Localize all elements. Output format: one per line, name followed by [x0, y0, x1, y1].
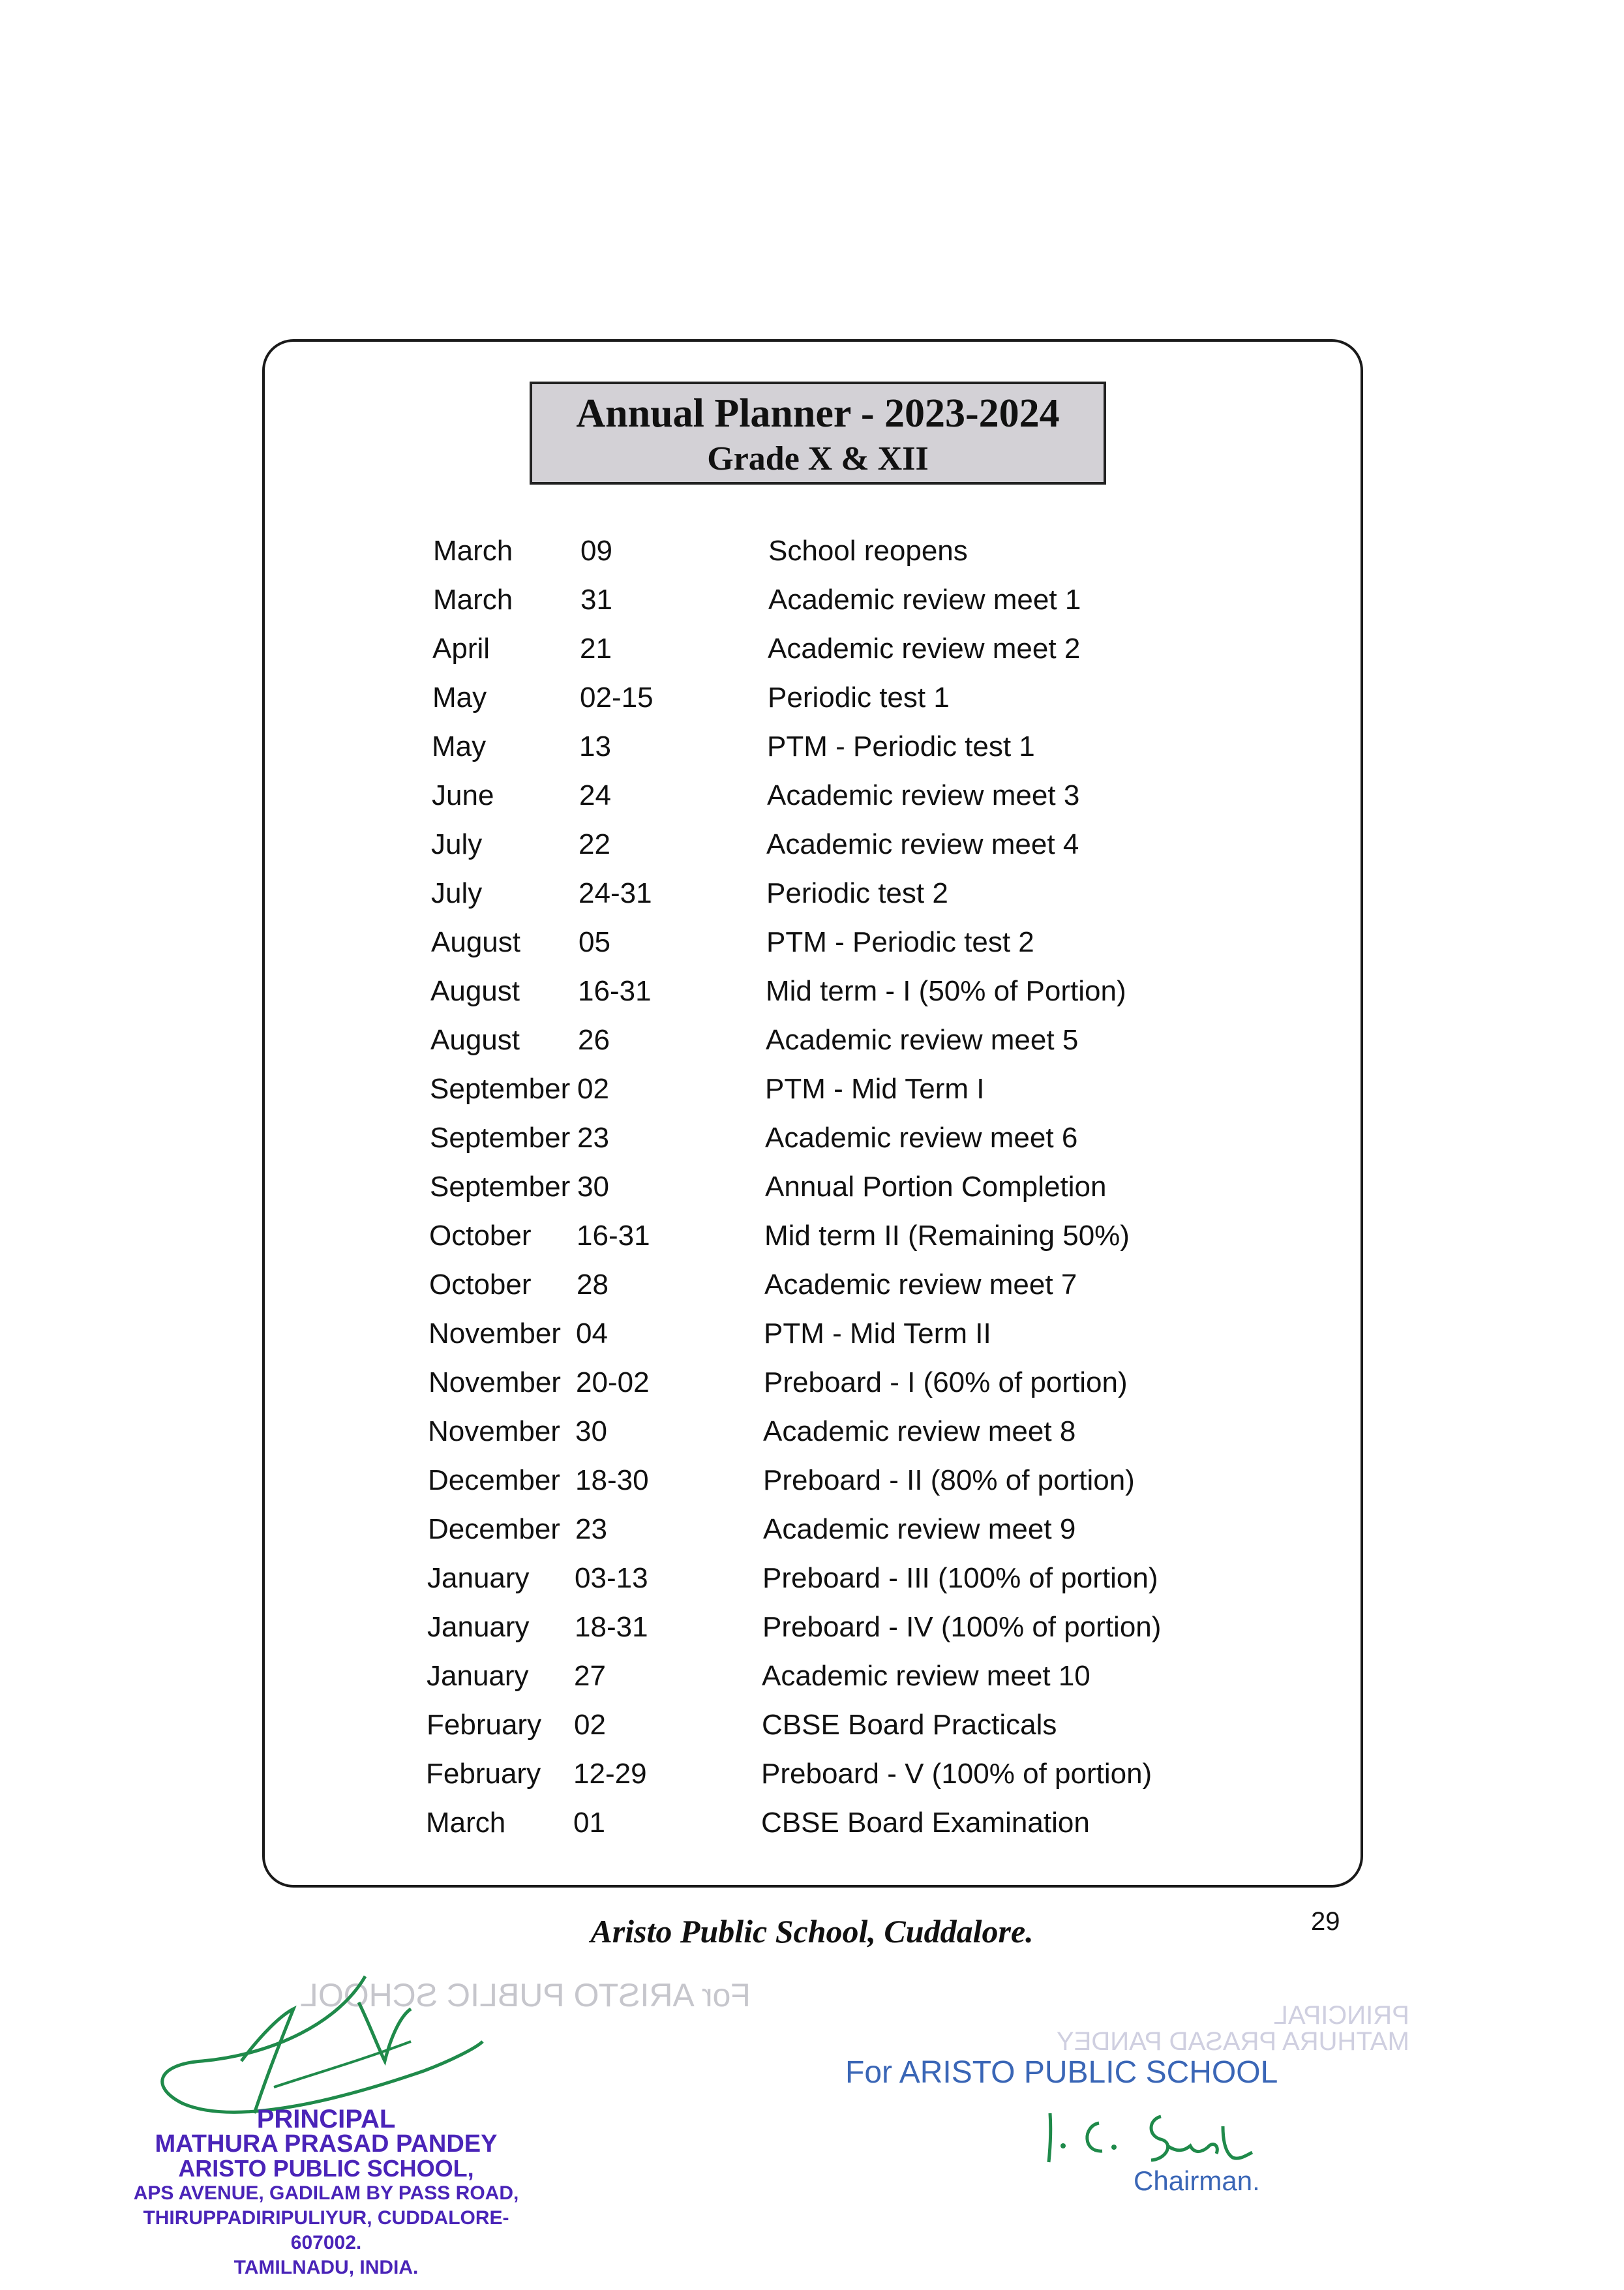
- event-description: Mid term - I (50% of Portion): [766, 975, 1126, 1007]
- event-month: March: [426, 1807, 506, 1839]
- event-month: August: [430, 1024, 520, 1056]
- principal-stamp: [124, 2107, 528, 2280]
- planner-frame: [262, 339, 1363, 1888]
- event-date: 09: [580, 535, 612, 567]
- event-date: 16-31: [577, 1220, 650, 1252]
- event-date: 30: [577, 1171, 609, 1203]
- chairman-stamp-school: For ARISTO PUBLIC SCHOOL: [845, 2055, 1278, 2090]
- event-description: PTM - Mid Term II: [764, 1318, 991, 1349]
- stamp-line: MATHURA PRASAD PANDEY: [155, 2130, 498, 2158]
- event-month: November: [429, 1366, 561, 1398]
- event-date: 18-31: [575, 1611, 648, 1643]
- event-description: Academic review meet 7: [764, 1269, 1077, 1301]
- grade-subtitle: Grade X & XII: [707, 440, 929, 477]
- event-description: PTM - Mid Term I: [765, 1073, 985, 1105]
- event-date: 18-30: [575, 1464, 649, 1496]
- stamp-line: TAMILNADU, INDIA.: [233, 2257, 419, 2278]
- event-month: January: [427, 1611, 530, 1643]
- event-description: Academic review meet 6: [765, 1122, 1078, 1154]
- event-date: 20-02: [576, 1366, 650, 1398]
- event-date: 12-29: [573, 1758, 647, 1790]
- event-description: Periodic test 1: [768, 682, 950, 714]
- event-description: Academic review meet 10: [762, 1660, 1090, 1692]
- event-description: Academic review meet 8: [763, 1415, 1076, 1447]
- event-description: Academic review meet 9: [763, 1513, 1076, 1545]
- page-title: Annual Planner - 2023-2024: [576, 391, 1060, 436]
- event-date: 04: [576, 1318, 608, 1349]
- event-month: July: [431, 877, 483, 909]
- event-date: 21: [580, 633, 612, 665]
- title-box: [530, 382, 1106, 485]
- event-date: 02-15: [580, 682, 654, 714]
- event-month: September: [430, 1122, 571, 1154]
- event-month: January: [427, 1660, 529, 1692]
- event-description: Academic review meet 4: [766, 828, 1079, 860]
- event-date: 03-13: [575, 1562, 648, 1594]
- event-description: Periodic test 2: [766, 877, 948, 909]
- event-month: September: [430, 1073, 571, 1105]
- ghost-line: MATHURA PRASAD PANDEY: [1057, 2027, 1409, 2056]
- event-description: Academic review meet 3: [767, 779, 1080, 811]
- event-date: 02: [577, 1073, 609, 1105]
- event-description: PTM - Periodic test 1: [767, 731, 1035, 762]
- stamp-line: PRINCIPAL: [256, 2105, 396, 2133]
- stamp-line: THIRUPPADIRIPULIYUR, CUDDALORE-607002.: [143, 2207, 509, 2253]
- stamp-line: ARISTO PUBLIC SCHOOL,: [178, 2155, 474, 2182]
- event-description: Preboard - II (80% of portion): [763, 1464, 1135, 1496]
- event-month: March: [433, 584, 513, 616]
- event-month: December: [428, 1513, 560, 1545]
- school-footer: Aristo Public School, Cuddalore.: [590, 1913, 1034, 1950]
- event-date: 30: [575, 1415, 607, 1447]
- event-month: April: [432, 633, 490, 665]
- event-description: Preboard - V (100% of portion): [761, 1758, 1152, 1790]
- event-date: 13: [579, 731, 611, 762]
- event-date: 24-31: [579, 877, 652, 909]
- event-date: 31: [580, 584, 612, 616]
- event-description: Annual Portion Completion: [765, 1171, 1107, 1203]
- page-number: 29: [1311, 1907, 1340, 1936]
- event-date: 28: [577, 1269, 609, 1301]
- event-date: 23: [577, 1122, 609, 1154]
- event-description: Academic review meet 1: [768, 584, 1081, 616]
- event-month: May: [432, 731, 487, 762]
- event-description: CBSE Board Examination: [761, 1807, 1090, 1839]
- stamp-line: APS AVENUE, GADILAM BY PASS ROAD,: [133, 2182, 519, 2204]
- chairman-title: Chairman.: [1134, 2165, 1260, 2196]
- event-month: October: [429, 1269, 532, 1301]
- ghost-line: PRINCIPAL: [1273, 2001, 1409, 2030]
- event-month: March: [433, 535, 513, 567]
- event-date: 16-31: [578, 975, 652, 1007]
- event-date: 27: [574, 1660, 606, 1692]
- chairman-signature: [1037, 2100, 1259, 2172]
- event-month: July: [431, 828, 483, 860]
- event-month: August: [430, 975, 520, 1007]
- event-description: Mid term II (Remaining 50%): [764, 1220, 1130, 1252]
- event-description: School reopens: [768, 535, 968, 567]
- event-date: 22: [579, 828, 610, 860]
- event-month: November: [428, 1415, 560, 1447]
- event-month: June: [432, 779, 494, 811]
- event-month: May: [432, 682, 487, 714]
- event-month: September: [430, 1171, 571, 1203]
- ghost-text-left: For ARISTO PUBLIC SCHOOL: [300, 1977, 751, 2013]
- event-date: 23: [575, 1513, 607, 1545]
- event-date: 05: [579, 926, 610, 958]
- event-date: 02: [574, 1709, 606, 1741]
- event-month: October: [429, 1220, 532, 1252]
- event-month: February: [426, 1758, 541, 1790]
- event-description: Preboard - I (60% of portion): [764, 1366, 1128, 1398]
- ghost-text-right: [1057, 2002, 1409, 2055]
- event-month: November: [429, 1318, 561, 1349]
- event-month: December: [428, 1464, 560, 1496]
- event-description: Preboard - III (100% of portion): [762, 1562, 1158, 1594]
- event-description: PTM - Periodic test 2: [766, 926, 1034, 958]
- event-description: CBSE Board Practicals: [762, 1709, 1057, 1741]
- event-month: August: [431, 926, 520, 958]
- event-date: 26: [578, 1024, 610, 1056]
- event-description: Preboard - IV (100% of portion): [762, 1611, 1162, 1643]
- event-description: Academic review meet 5: [766, 1024, 1079, 1056]
- event-month: February: [427, 1709, 542, 1741]
- event-description: Academic review meet 2: [768, 633, 1081, 665]
- event-date: 24: [579, 779, 611, 811]
- event-date: 01: [573, 1807, 605, 1839]
- event-month: January: [427, 1562, 530, 1594]
